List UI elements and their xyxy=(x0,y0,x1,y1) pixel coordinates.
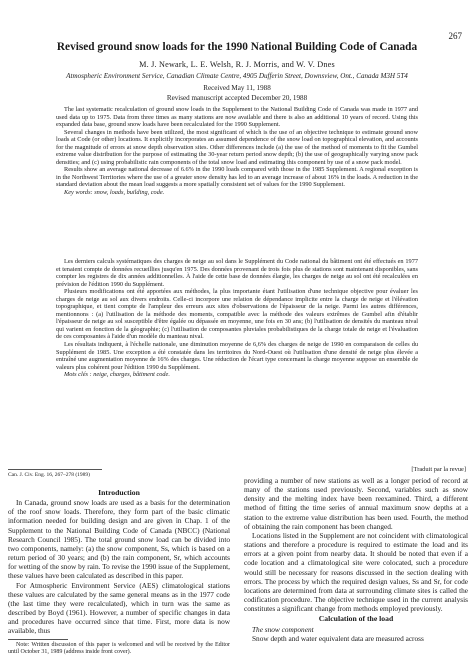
abstract-en-paragraph: The last systematic recalculation of ground snow loads in the Supplement to the National Building Code of Canada was made in 1977 and used data up to 1975. Data from three times as many stations are now available and there is also an additional 10 years of record. Using this expanded data base, ground snow loads have been recalculated for the 1990 Supplement. xyxy=(56,106,418,129)
abstract-fr-paragraph: Les derniers calculs systématiques des charges de neige au sol dans le Supplément du Code national du bâtiment ont été effectués en 1977 et tenaient compte de données recueillies jusqu'en 1975. Des données provenant de trois fois plus de stations sont maintenant disponibles, sans compter les registres de dix années additionnelles. À l'aide de cette base de données élargie, les charges de neige au sol ont été recalculées en prévision de l'édition 1990 du Supplément. xyxy=(56,258,418,288)
footnote-rule xyxy=(8,639,68,640)
paper-title: Revised ground snow loads for the 1990 National Building Code of Canada xyxy=(56,41,418,53)
snow-component-subheading: The snow component xyxy=(252,624,314,634)
abstract-fr-paragraph: Plusieurs modifications ont été apportées aux méthodes, la plus importante étant l'utilisation d'une technique objective pour évaluer les charges de neige au sol aux divers endroits. Celle-ci incorpore une relation de dépendance implicite entre la charge de neige et l'élévation topographique, et tient compte de l'ampleur des erreurs aux sites d'observations de l'épaisseur de la neige. Parmi les autres différences, mentionnons : (a) l'utilisation de la méthode des moments, compatible avec la méthode des valeurs extrêmes de Gumbel afin d'établir l'épaisseur de neige au sol susceptible d'être égalée ou dépassée en moyenne, une fois en 30 ans; (b) l'utilisation de densités du manteau nival qui varient en fonction de la géographie; (c) l'utilisation de composantes pluviales probabilistiques de la charge totale de neige et l'évaluation de ces composantes à l'aide d'un modèle du manteau nival. xyxy=(56,288,418,341)
body-paragraph: In Canada, ground snow loads are used as a basis for the determination of the roof snow loads. Therefore, they form part of the basic climatic information needed for building design and are given in Chap. 1 of the Supplement to the National Building Code of Canada (NBCC) (National Research Council 1985). The total ground snow load can be divided into two components, namely: (a) the snow component, Ss, which is based on a return period of 30 years; and (b) the rain component, Sr, which accounts for wetting of the snow by rain. To revise the 1990 issue of the Supplement, these values have been calculated as described in this paper. xyxy=(8,498,230,581)
keywords-en: Key words: snow, loads, building, code. xyxy=(64,189,165,197)
footnote: Note: Written discussion of this paper is welcomed and will be received by the Editor until October 31, 1989 (address inside front cover). xyxy=(8,641,230,655)
keywords-fr: Mots clés : neige, charges, bâtiment code. xyxy=(64,371,170,379)
body-paragraph: providing a number of new stations as well as a longer period of record at many of the stations used previously. Second, variables such as snow density and the melting index have been reexamined. Third, a different method of fitting the time series of annual maximum snow depths at a station to the extreme value distribution has been used. Fourth, the method of obtaining the rain component has been changed. xyxy=(244,476,468,531)
body-paragraph: Locations listed in the Supplement are not coincident with climatological stations and therefore a procedure is required to estimate the load and its errors at a given point from nearby data. It should be noted that even if a code location and a climatological site were colocated, such a procedure would still be necessary for reasons discussed in the section dealing with errors. The process by which the required design values, Ss and Sr, for code locations are determined from data at surrounding climate sites is called the codification procedure. The objective technique used in the current analysis constitutes a significant change from methods employed previously. xyxy=(244,530,468,614)
abstract-en-paragraph: Results show an average national decrease of 6.6% in the 1990 loads compared with those in the 1985 Supplement. A regional exception is in the Northwest Territories where the use of a greater snow density has led to an average increase of about 16% in the loads. A reduction in the standard deviation about the mean load suggests a more spatially consistent set of values for the 1990 Supplement. xyxy=(56,166,418,189)
translation-note: [Traduit par la revue] xyxy=(411,466,466,473)
left-column xyxy=(8,487,230,656)
abstract-french xyxy=(56,258,418,379)
body-paragraph: Snow depth and water equivalent data are measured across xyxy=(252,633,424,643)
citation-rule xyxy=(8,469,102,470)
authors: M. J. Newark, L. E. Welsh, R. J. Morris, and W. V. Dnes xyxy=(139,60,335,69)
page-number: 267 xyxy=(448,31,462,41)
abstract-fr-paragraph: Les résultats indiquent, à l'échelle nationale, une diminution moyenne de 6,6% des charges de neige de 1990 en comparaison de celles du Supplément de 1985. Une exception a été constatée dans les territoires du Nord-Ouest où l'utilisation d'une densité de neige plus élevée a entraîné une augmentation moyenne de 16% des charges. Une réduction de l'écart type concernant la charge moyenne suppose un ensemble de valeurs plus cohérent pour l'édition 1990 du Supplément. xyxy=(56,341,418,371)
journal-citation: Can. J. Civ. Eng. 16, 267–278 (1989) xyxy=(8,472,90,478)
body-paragraph: For Atmospheric Environment Service (AES) climatological stations these values are calculated by the same general means as in the 1977 code (the last time they were recalculated), which in turn was the same as described by Boyd (1961). However, a number of specific changes in data and procedures have occurred since that time. First, more data is now available, thus xyxy=(8,580,230,636)
introduction-heading: Introduction xyxy=(98,488,140,497)
affiliation: Atmospheric Environment Service, Canadian Climate Centre, 4905 Dufferin Street, Downsview, Ont., Canada M3H 5T4 xyxy=(66,72,408,80)
accepted-date: Revised manuscript accepted December 20, 1988 xyxy=(166,94,308,102)
right-column xyxy=(244,476,468,643)
calculation-heading: Calculation of the load xyxy=(318,614,394,624)
abstract-en-paragraph: Several changes in methods have been utilized, the most significant of which is the use of an objective technique to estimate ground snow loads at Code (or other) locations. It explicitly incorporates an assumed dependence of the snow load on topographical elevation, and accounts for the magnitude of errors at snow depth observation sites. Other differences include (a) the use of the method of moments to fit the Gumbel extreme value distribution for the purpose of estimating the 30-year return period snow depth; (b) the use of geographically varying snow pack densities; and (c) using probabilistic rain components of the total snow load and estimating this component by use of a snow pack model. xyxy=(56,128,418,166)
received-date: Received May 11, 1988 xyxy=(203,84,271,92)
abstract-english xyxy=(56,106,418,197)
